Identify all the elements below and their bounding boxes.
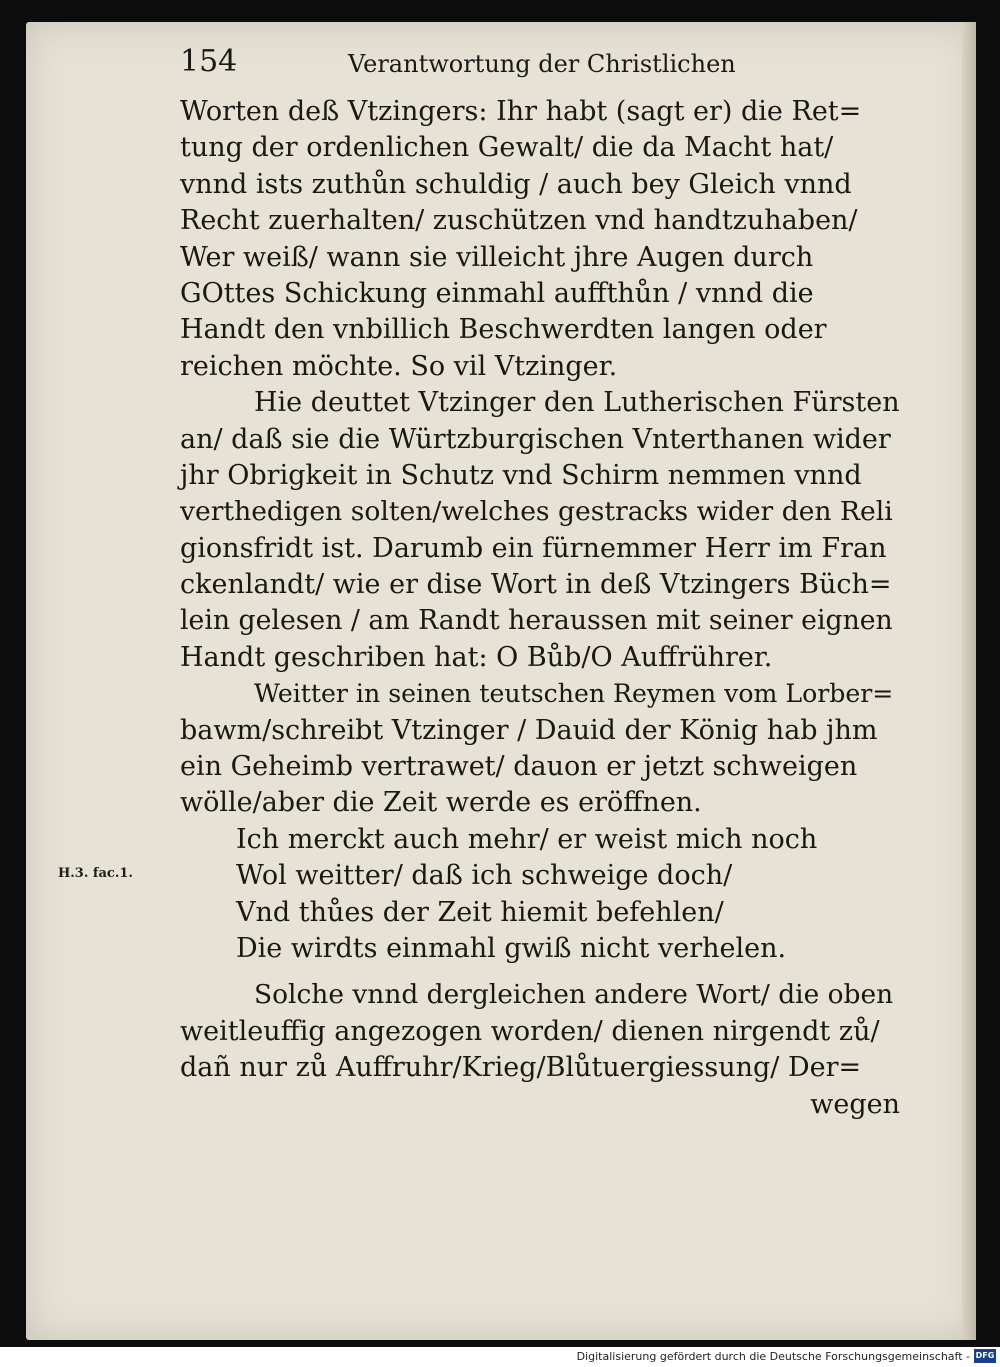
text-line: lein gelesen / am Randt heraussen mit seiner eignen bbox=[180, 605, 893, 637]
paragraph-start-line: Hie deuttet Vtzinger den Lutherischen Fürsten bbox=[254, 387, 900, 419]
verse-line: Die wirdts einmahl gwiß nicht verhelen. bbox=[236, 932, 787, 964]
text-line: Handt den vnbillich Beschwerdten langen oder bbox=[180, 314, 827, 346]
text-line: Recht zuerhalten/ zuschützen vnd handtzuhaben/ bbox=[180, 205, 858, 237]
page-edge bbox=[962, 22, 976, 1340]
running-head: Verantwortung der Christlichen bbox=[348, 50, 736, 78]
text-line: GOttes Schickung einmahl auffthůn / vnnd die bbox=[180, 277, 814, 309]
paragraph-start-line: Solche vnnd dergleichen andere Wort/ die oben bbox=[254, 979, 894, 1011]
verse-line: Ich merckt auch mehr/ er weist mich noch bbox=[236, 823, 818, 855]
text-line: Handt geschriben hat: O Bůb/O Auffrührer. bbox=[180, 641, 773, 673]
page-number: 154 bbox=[180, 44, 238, 79]
text-line: wölle/aber die Zeit werde es eröffnen. bbox=[180, 787, 702, 819]
marginal-note: H.3. fac.1. bbox=[58, 866, 133, 881]
text-line: ckenlandt/ wie er dise Wort in deß Vtzingers Büch= bbox=[180, 569, 892, 601]
text-line: weitleuffig angezogen worden/ dienen nirgendt zů/ bbox=[180, 1015, 880, 1047]
page-header bbox=[180, 44, 780, 84]
text-line: reichen möchte. So vil Vtzinger. bbox=[180, 350, 618, 382]
footer-bar bbox=[0, 1347, 1000, 1367]
text-line: dañ nur zů Auffruhr/Krieg/Blůtuergiessung/ Der= bbox=[180, 1052, 862, 1084]
text-line: Worten deß Vtzingers: Ihr habt (sagt er) die Ret= bbox=[180, 96, 862, 127]
text-line: Wer weiß/ wann sie villeicht jhre Augen durch bbox=[180, 241, 814, 273]
verse-line: Vnd thůes der Zeit hiemit befehlen/ bbox=[236, 896, 724, 928]
text-line: bawm/schreibt Vtzinger / Dauid der König hab jhm bbox=[180, 714, 878, 746]
text-line: verthedigen solten/welches gestracks wider den Reli bbox=[180, 496, 893, 528]
body-text bbox=[180, 94, 900, 1123]
text-line: jhr Obrigkeit in Schutz vnd Schirm nemmen vnnd bbox=[180, 459, 862, 491]
dfg-logo-icon: DFG bbox=[974, 1349, 996, 1363]
paragraph-start-line: Weitter in seinen teutschen Reymen vom Lorber= bbox=[254, 679, 894, 709]
funding-credit: Digitalisierung gefördert durch die Deutsche Forschungsgemeinschaft - bbox=[576, 1350, 970, 1363]
verse-line: Wol weitter/ daß ich schweige doch/ bbox=[236, 860, 733, 892]
verse-gap bbox=[180, 967, 900, 977]
catchword: wegen bbox=[810, 1088, 900, 1120]
text-line: tung der ordenlichen Gewalt/ die da Macht hat/ bbox=[180, 132, 834, 164]
text-line: ein Geheimb vertrawet/ dauon er jetzt schweigen bbox=[180, 751, 858, 783]
text-line: vnnd ists zuthůn schuldig / auch bey Gleich vnnd bbox=[180, 168, 852, 200]
text-line: gionsfridt ist. Darumb ein fürnemmer Herr im Fran bbox=[180, 532, 887, 564]
text-line: an/ daß sie die Würtzburgischen Vnterthanen wider bbox=[180, 423, 891, 455]
